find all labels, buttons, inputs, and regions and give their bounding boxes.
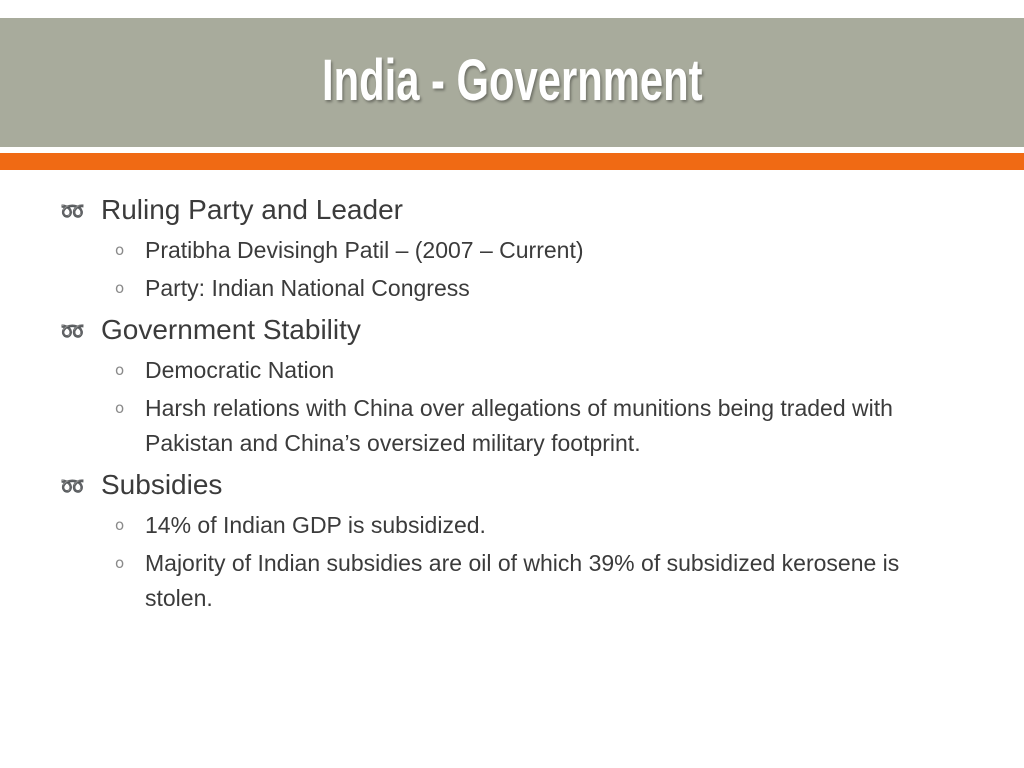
sub-bullet-text: Pratibha Devisingh Patil – (2007 – Current) (145, 237, 584, 263)
content-area (60, 186, 960, 616)
bullet-heading (60, 190, 960, 230)
sub-bullet (60, 233, 960, 268)
slide-title: India - Government (321, 48, 703, 113)
sub-bullet-text: Party: Indian National Congress (145, 275, 470, 301)
sub-bullet (60, 271, 960, 306)
sub-bullet-text: Majority of Indian subsidies are oil of which 39% of subsidized kerosene is stolen. (145, 550, 900, 611)
sub-bullet (60, 508, 960, 543)
sub-bullet-text: 14% of Indian GDP is subsidized. (145, 512, 486, 538)
bullet-heading-text: Government Stability (101, 314, 361, 345)
circle-bullet-icon: o (115, 516, 125, 534)
circle-bullet-icon: o (115, 399, 125, 417)
bullet-heading-text: Subsidies (101, 469, 223, 500)
sub-bullet-text: Democratic Nation (145, 357, 335, 383)
bullet-heading (60, 310, 960, 350)
circle-bullet-icon: o (115, 279, 125, 297)
sub-bullet (60, 546, 960, 616)
bullet-heading (60, 465, 960, 505)
sub-bullet-text: Harsh relations with China over allegations of munitions being traded with Pakistan and China’s oversized military footprint. (145, 395, 893, 456)
curly-loop-bullet-icon: ➿ (60, 319, 85, 343)
sub-bullet (60, 391, 960, 461)
curly-loop-bullet-icon: ➿ (60, 474, 85, 498)
circle-bullet-icon: o (115, 241, 125, 259)
curly-loop-bullet-icon: ➿ (60, 199, 85, 223)
sub-bullet (60, 353, 960, 388)
circle-bullet-icon: o (115, 361, 125, 379)
accent-bar (0, 153, 1024, 170)
circle-bullet-icon: o (115, 554, 125, 572)
title-band (0, 18, 1024, 147)
bullet-heading-text: Ruling Party and Leader (101, 194, 403, 225)
